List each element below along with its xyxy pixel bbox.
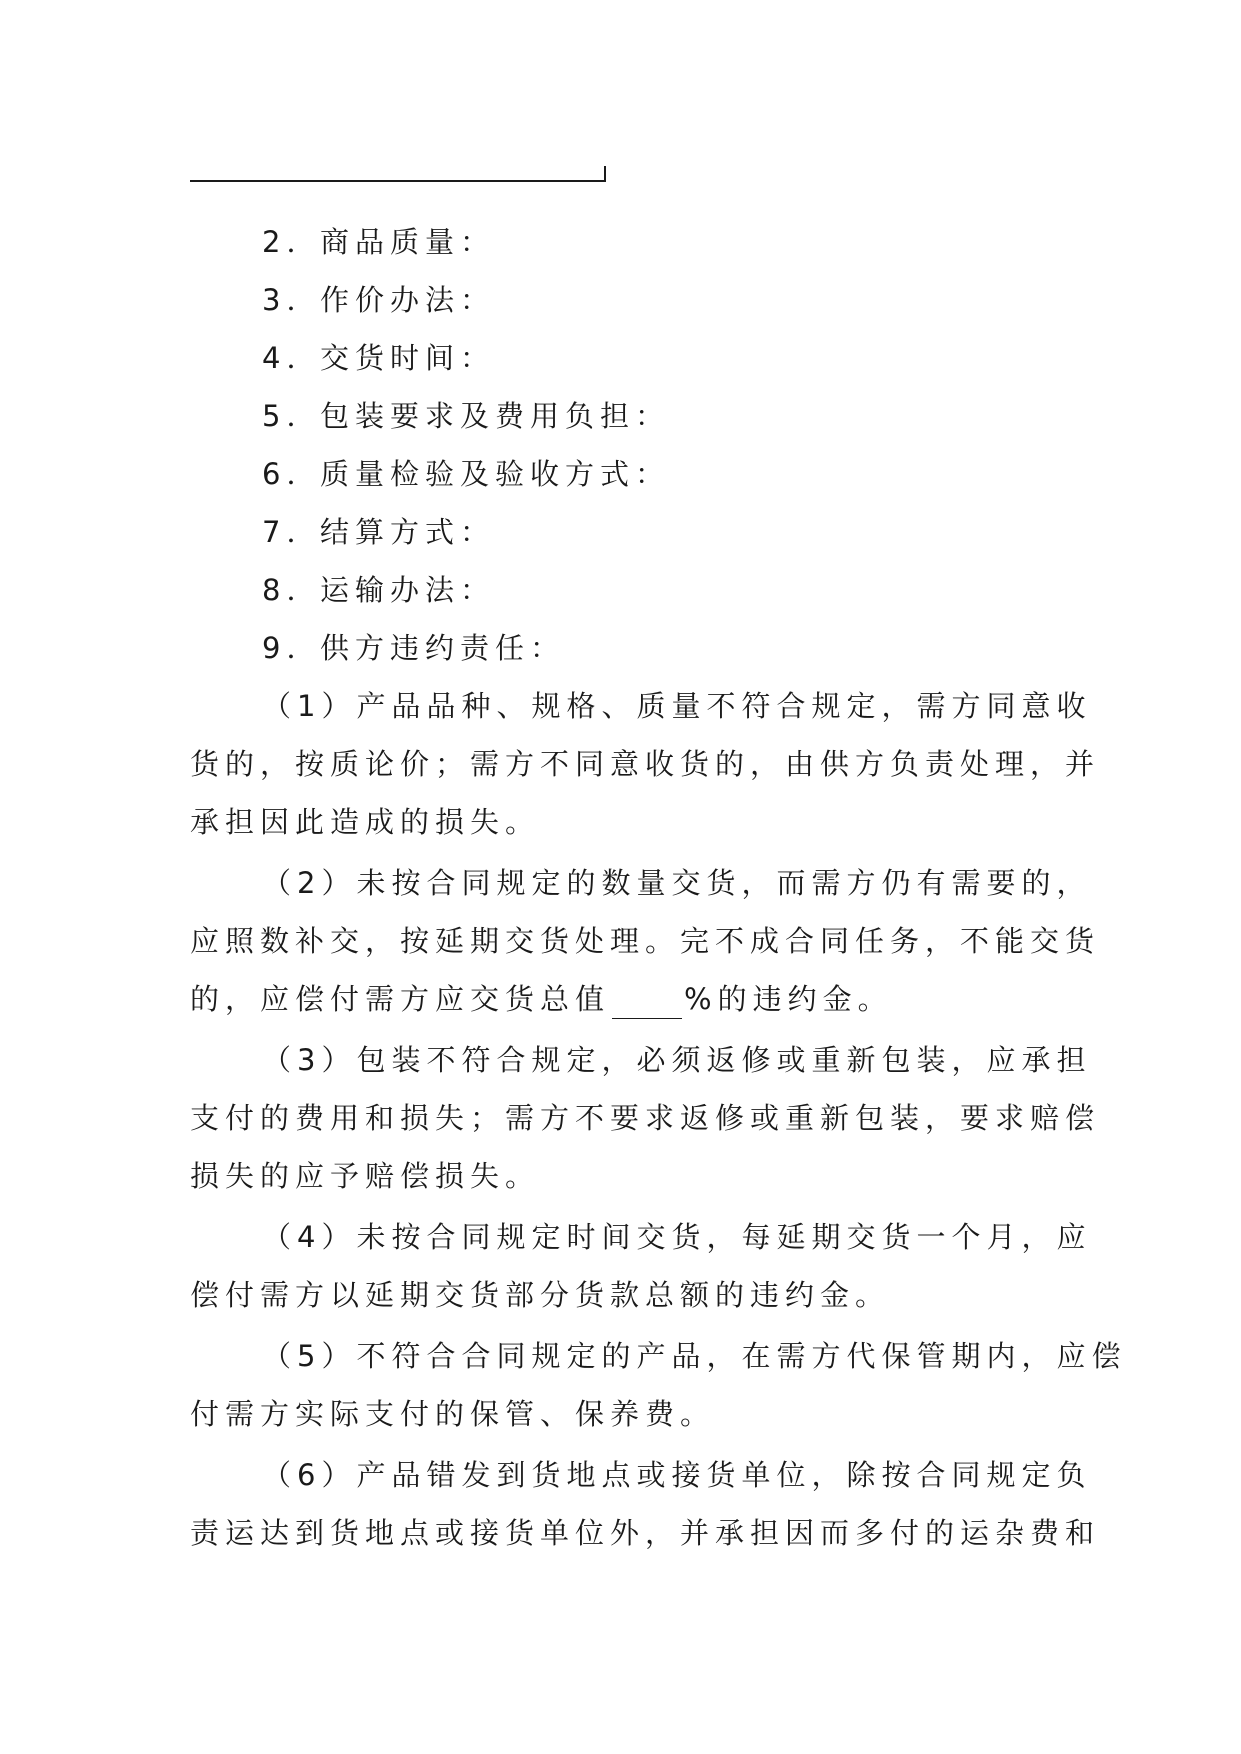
clause-3-line-2: 支付的费用和损失；需方不要求返修或重新包装，要求赔偿 bbox=[190, 1101, 1101, 1135]
clause-6-line-2: 责运达到货地点或接货单位外，并承担因而多付的运杂费和 bbox=[190, 1516, 1101, 1550]
table-corner-border bbox=[604, 166, 606, 182]
item-text: 商品质量： bbox=[320, 225, 496, 259]
clause-4-line-1: （4）未按合同规定时间交货，每延期交货一个月，应 bbox=[262, 1220, 1092, 1254]
item-number: 9． bbox=[262, 631, 322, 665]
item-text: 包装要求及费用负担： bbox=[320, 399, 671, 433]
item-7 bbox=[262, 512, 495, 552]
item-number: 3． bbox=[262, 283, 322, 317]
item-number: 5． bbox=[262, 399, 322, 433]
item-6 bbox=[262, 454, 670, 494]
clause-4-line-2: 偿付需方以延期交货部分货款总额的违约金。 bbox=[190, 1278, 891, 1312]
clause-1-line-3: 承担因此造成的损失。 bbox=[190, 805, 541, 839]
item-2 bbox=[262, 222, 495, 262]
clause-1-line-1: （1）产品品种、规格、质量不符合规定，需方同意收 bbox=[262, 689, 1092, 723]
table-bottom-border bbox=[190, 180, 606, 182]
item-8 bbox=[262, 570, 495, 610]
item-number: 2． bbox=[262, 225, 322, 259]
clause-2-line-3-tail: %的违约金。 bbox=[684, 982, 893, 1016]
item-3 bbox=[262, 280, 495, 320]
item-5 bbox=[262, 396, 670, 436]
item-number: 6． bbox=[262, 457, 322, 491]
item-9 bbox=[262, 628, 565, 668]
item-text: 结算方式： bbox=[320, 515, 496, 549]
clause-5-line-2: 付需方实际支付的保管、保养费。 bbox=[190, 1397, 716, 1431]
clause-2-line-1: （2）未按合同规定的数量交货，而需方仍有需要的， bbox=[262, 866, 1092, 900]
penalty-percent-blank bbox=[612, 990, 682, 1019]
item-number: 7． bbox=[262, 515, 322, 549]
item-text: 质量检验及验收方式： bbox=[320, 457, 671, 491]
clause-1-line-2: 货的，按质论价；需方不同意收货的，由供方负责处理，并 bbox=[190, 747, 1101, 781]
item-number: 8． bbox=[262, 573, 322, 607]
clause-2-line-3-text: 的，应偿付需方应交货总值 bbox=[190, 982, 611, 1016]
item-number: 4． bbox=[262, 341, 322, 375]
clause-5-line-1: （5）不符合合同规定的产品，在需方代保管期内，应偿 bbox=[262, 1339, 1127, 1373]
item-text: 供方违约责任： bbox=[320, 631, 566, 665]
item-text: 运输办法： bbox=[320, 573, 496, 607]
clause-2-line-3 bbox=[190, 979, 893, 1019]
clause-3-line-3: 损失的应予赔偿损失。 bbox=[190, 1159, 541, 1193]
clause-2-line-2: 应照数补交，按延期交货处理。完不成合同任务，不能交货 bbox=[190, 924, 1101, 958]
item-text: 交货时间： bbox=[320, 341, 496, 375]
item-4 bbox=[262, 338, 495, 378]
item-text: 作价办法： bbox=[320, 283, 496, 317]
clause-3-line-1: （3）包装不符合规定，必须返修或重新包装，应承担 bbox=[262, 1043, 1092, 1077]
clause-6-line-1: （6）产品错发到货地点或接货单位，除按合同规定负 bbox=[262, 1458, 1092, 1492]
